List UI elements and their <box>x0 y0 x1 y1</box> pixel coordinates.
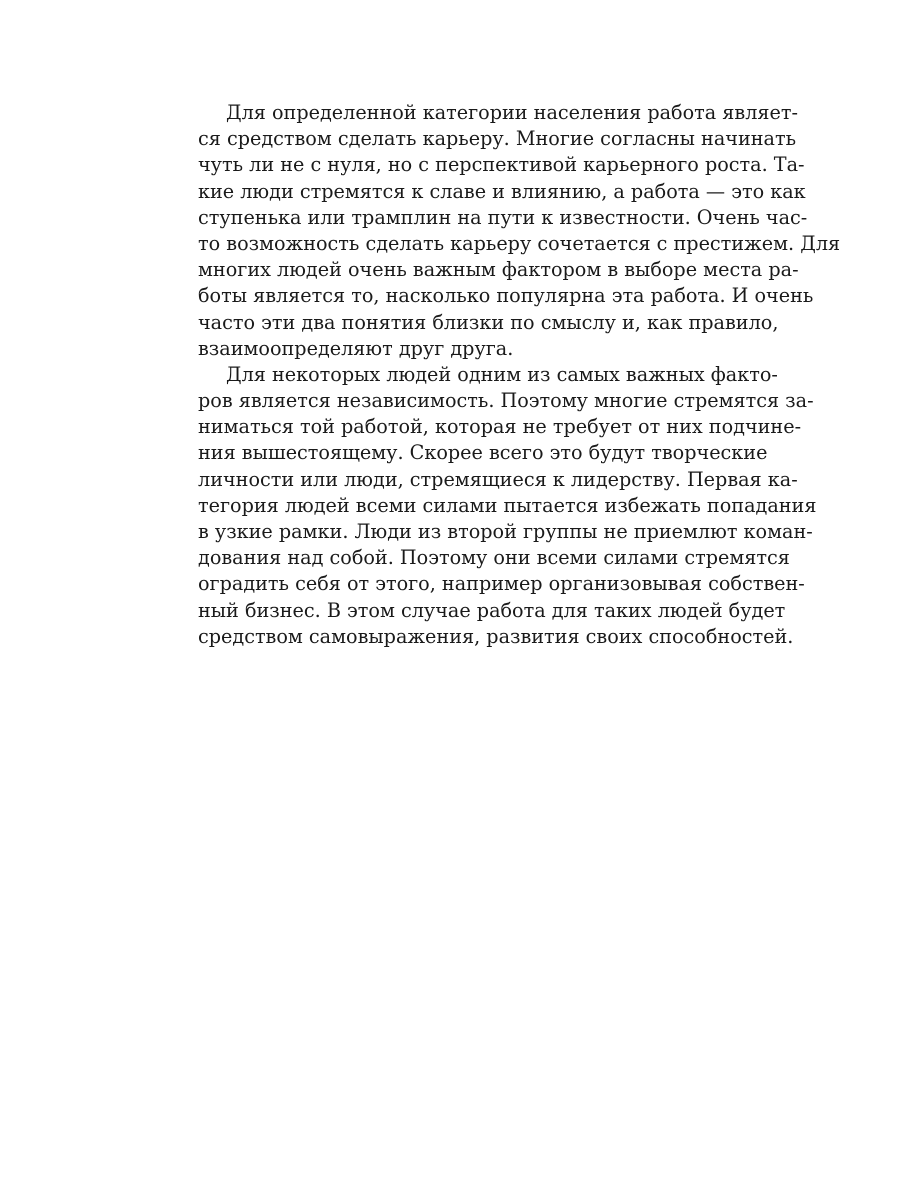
text-line: кие люди стремятся к славе и влиянию, а работа — это как <box>198 179 806 203</box>
paragraph-1 <box>198 100 841 362</box>
text-line: дования над собой. Поэтому они всеми силами стремятся <box>198 546 790 570</box>
text-line: боты является то, насколько популярна эта работа. И очень <box>198 284 814 308</box>
text-line: ния вышестоящему. Скорее всего это будут творческие <box>198 441 768 465</box>
text-line: часто эти два понятия близки по смыслу и, как правило, <box>198 310 779 334</box>
body-text <box>198 100 841 650</box>
text-line: многих людей очень важным фактором в выборе места ра- <box>198 258 799 282</box>
text-line: взаимоопределяют друг друга. <box>198 336 514 360</box>
text-line: ный бизнес. В этом случае работа для таких людей будет <box>198 598 786 622</box>
text-line: ся средством сделать карьеру. Многие согласны начинать <box>198 127 797 151</box>
text-line: тегория людей всеми силами пытается избежать попадания <box>198 493 817 517</box>
text-line: то возможность сделать карьеру сочетается с престижем. Для <box>198 231 841 255</box>
text-line: средством самовыражения, развития своих способностей. <box>198 624 794 648</box>
text-line: Для определенной категории населения работа являет- <box>226 101 798 124</box>
text-line: ниматься той работой, которая не требует от них подчине- <box>198 415 802 439</box>
text-line: чуть ли не с нуля, но с перспективой карьерного роста. Та- <box>198 153 805 177</box>
paragraph-2 <box>198 362 817 650</box>
text-line: Для некоторых людей одним из самых важных факто- <box>226 362 778 386</box>
text-line: ступенька или трамплин на пути к известности. Очень час- <box>198 205 808 229</box>
text-line: ров является независимость. Поэтому многие стремятся за- <box>198 389 814 413</box>
text-line: оградить себя от этого, например организовывая собствен- <box>198 572 805 596</box>
text-line: в узкие рамки. Люди из второй группы не приемлют коман- <box>198 520 813 543</box>
text-line: личности или люди, стремящиеся к лидерству. Первая ка- <box>198 467 798 491</box>
